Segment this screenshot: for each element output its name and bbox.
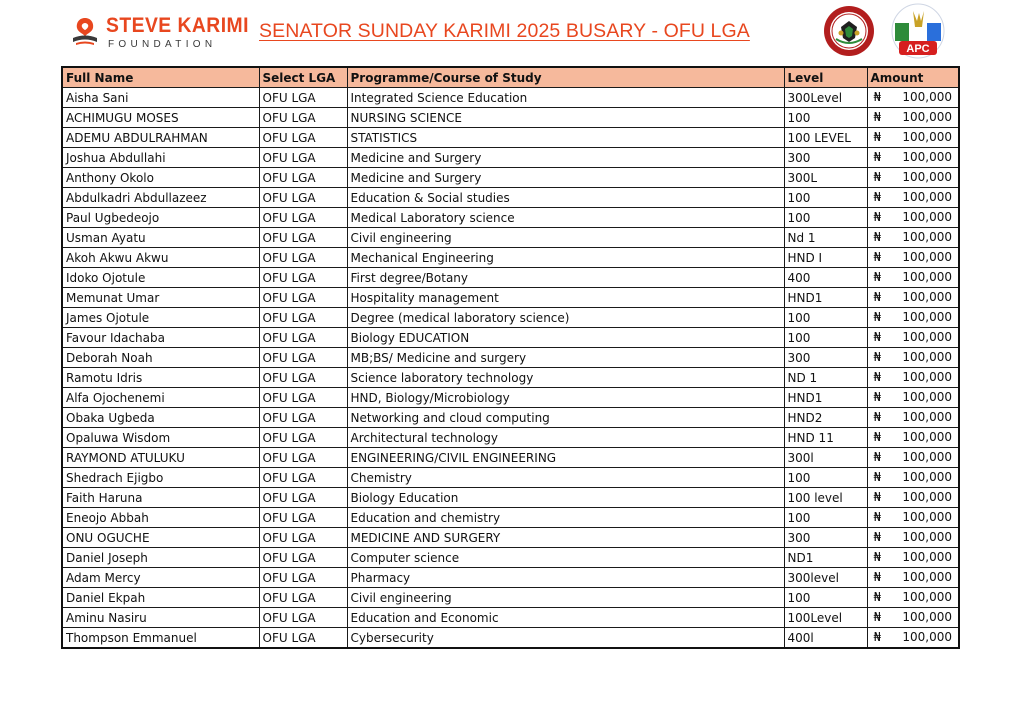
table-row <box>62 88 959 108</box>
currency-symbol: ₦ <box>873 490 882 504</box>
currency-symbol: ₦ <box>873 430 882 444</box>
amount-value: 100,000 <box>902 410 952 424</box>
cell-course: Civil engineering <box>347 228 784 248</box>
table-row <box>62 488 959 508</box>
cell-course: ENGINEERING/CIVIL ENGINEERING <box>347 448 784 468</box>
cell-lga: OFU LGA <box>259 328 347 348</box>
cell-course: STATISTICS <box>347 128 784 148</box>
cell-lga: OFU LGA <box>259 368 347 388</box>
amount-value: 100,000 <box>902 350 952 364</box>
cell-level: HND I <box>784 248 867 268</box>
cell-level: 400 <box>784 268 867 288</box>
cell-amount <box>867 228 959 248</box>
column-header-level: Level <box>784 67 867 88</box>
cell-full-name: Daniel Joseph <box>62 548 259 568</box>
cell-level: 100 <box>784 468 867 488</box>
table-row <box>62 108 959 128</box>
table-row <box>62 368 959 388</box>
cell-full-name: RAYMOND ATULUKU <box>62 448 259 468</box>
cell-lga: OFU LGA <box>259 528 347 548</box>
cell-full-name: Ramotu Idris <box>62 368 259 388</box>
cell-course: Medicine and Surgery <box>347 168 784 188</box>
currency-symbol: ₦ <box>873 310 882 324</box>
amount-value: 100,000 <box>902 290 952 304</box>
amount-value: 100,000 <box>902 170 952 184</box>
amount-value: 100,000 <box>902 570 952 584</box>
currency-symbol: ₦ <box>873 550 882 564</box>
table-row <box>62 208 959 228</box>
table-row <box>62 428 959 448</box>
cell-amount <box>867 588 959 608</box>
table-row <box>62 508 959 528</box>
table-row <box>62 288 959 308</box>
amount-value: 100,000 <box>902 110 952 124</box>
amount-value: 100,000 <box>902 330 952 344</box>
cell-course: Hospitality management <box>347 288 784 308</box>
cell-amount <box>867 448 959 468</box>
cell-course: Cybersecurity <box>347 628 784 649</box>
table-row <box>62 468 959 488</box>
cell-full-name: Usman Ayatu <box>62 228 259 248</box>
cell-level: 100 <box>784 208 867 228</box>
table-row <box>62 268 959 288</box>
cell-full-name: James Ojotule <box>62 308 259 328</box>
cell-full-name: Daniel Ekpah <box>62 588 259 608</box>
table-row <box>62 148 959 168</box>
cell-level: 300Level <box>784 88 867 108</box>
cell-level: HND2 <box>784 408 867 428</box>
cell-level: 100Level <box>784 608 867 628</box>
amount-value: 100,000 <box>902 90 952 104</box>
cell-full-name: ADEMU ABDULRAHMAN <box>62 128 259 148</box>
cell-full-name: Deborah Noah <box>62 348 259 368</box>
currency-symbol: ₦ <box>873 90 882 104</box>
cell-lga: OFU LGA <box>259 508 347 528</box>
currency-symbol: ₦ <box>873 630 882 644</box>
cell-amount <box>867 328 959 348</box>
cell-lga: OFU LGA <box>259 348 347 368</box>
cell-full-name: Shedrach Ejigbo <box>62 468 259 488</box>
foundation-name: STEVE KARIMI <box>106 14 249 37</box>
cell-course: Medical Laboratory science <box>347 208 784 228</box>
cell-lga: OFU LGA <box>259 408 347 428</box>
amount-value: 100,000 <box>902 450 952 464</box>
page-title: SENATOR SUNDAY KARIMI 2025 BUSARY - OFU LGA <box>259 20 750 42</box>
cell-amount <box>867 308 959 328</box>
cell-lga: OFU LGA <box>259 588 347 608</box>
foundation-subtitle: FOUNDATION <box>108 39 217 50</box>
cell-lga: OFU LGA <box>259 188 347 208</box>
cell-course: First degree/Botany <box>347 268 784 288</box>
currency-symbol: ₦ <box>873 190 882 204</box>
currency-symbol: ₦ <box>873 290 882 304</box>
cell-amount <box>867 608 959 628</box>
table-row <box>62 548 959 568</box>
amount-value: 100,000 <box>902 250 952 264</box>
cell-lga: OFU LGA <box>259 468 347 488</box>
cell-amount <box>867 268 959 288</box>
amount-value: 100,000 <box>902 310 952 324</box>
cell-amount <box>867 168 959 188</box>
currency-symbol: ₦ <box>873 610 882 624</box>
cell-level: 100 <box>784 188 867 208</box>
cell-course: Pharmacy <box>347 568 784 588</box>
table-row <box>62 328 959 348</box>
currency-symbol: ₦ <box>873 230 882 244</box>
cell-full-name: Joshua Abdullahi <box>62 148 259 168</box>
cell-full-name: Memunat Umar <box>62 288 259 308</box>
amount-value: 100,000 <box>902 610 952 624</box>
cell-lga: OFU LGA <box>259 228 347 248</box>
cell-lga: OFU LGA <box>259 248 347 268</box>
cell-full-name: Opaluwa Wisdom <box>62 428 259 448</box>
bursary-table <box>61 66 960 649</box>
cell-amount <box>867 468 959 488</box>
cell-level: 100 <box>784 588 867 608</box>
currency-symbol: ₦ <box>873 350 882 364</box>
amount-value: 100,000 <box>902 430 952 444</box>
cell-amount <box>867 108 959 128</box>
cell-lga: OFU LGA <box>259 208 347 228</box>
currency-symbol: ₦ <box>873 570 882 584</box>
cell-full-name: Aisha Sani <box>62 88 259 108</box>
table-row <box>62 608 959 628</box>
currency-symbol: ₦ <box>873 170 882 184</box>
cell-level: 100 LEVEL <box>784 128 867 148</box>
cell-course: Education & Social studies <box>347 188 784 208</box>
cell-level: HND1 <box>784 288 867 308</box>
cell-full-name: Aminu Nasiru <box>62 608 259 628</box>
cell-amount <box>867 88 959 108</box>
cell-full-name: Obaka Ugbeda <box>62 408 259 428</box>
cell-full-name: Thompson Emmanuel <box>62 628 259 649</box>
amount-value: 100,000 <box>902 550 952 564</box>
amount-value: 100,000 <box>902 190 952 204</box>
table-row <box>62 588 959 608</box>
cell-amount <box>867 148 959 168</box>
cell-lga: OFU LGA <box>259 268 347 288</box>
cell-course: Education and Economic <box>347 608 784 628</box>
currency-symbol: ₦ <box>873 330 882 344</box>
cell-full-name: Faith Haruna <box>62 488 259 508</box>
cell-course: Architectural technology <box>347 428 784 448</box>
table-row <box>62 628 959 649</box>
cell-level: 300 <box>784 148 867 168</box>
cell-course: Education and chemistry <box>347 508 784 528</box>
cell-lga: OFU LGA <box>259 568 347 588</box>
cell-full-name: Idoko Ojotule <box>62 268 259 288</box>
cell-amount <box>867 188 959 208</box>
cell-full-name: Adam Mercy <box>62 568 259 588</box>
cell-level: 400l <box>784 628 867 649</box>
cell-course: Computer science <box>347 548 784 568</box>
cell-lga: OFU LGA <box>259 168 347 188</box>
currency-symbol: ₦ <box>873 110 882 124</box>
amount-value: 100,000 <box>902 530 952 544</box>
cell-amount <box>867 508 959 528</box>
currency-symbol: ₦ <box>873 210 882 224</box>
cell-lga: OFU LGA <box>259 288 347 308</box>
cell-amount <box>867 488 959 508</box>
cell-amount <box>867 248 959 268</box>
document-header <box>0 0 1024 62</box>
cell-lga: OFU LGA <box>259 608 347 628</box>
table-row <box>62 228 959 248</box>
currency-symbol: ₦ <box>873 530 882 544</box>
currency-symbol: ₦ <box>873 370 882 384</box>
cell-level: 300 <box>784 348 867 368</box>
cell-course: Chemistry <box>347 468 784 488</box>
table-row <box>62 168 959 188</box>
table-row <box>62 528 959 548</box>
cell-lga: OFU LGA <box>259 388 347 408</box>
cell-course: Networking and cloud computing <box>347 408 784 428</box>
currency-symbol: ₦ <box>873 590 882 604</box>
currency-symbol: ₦ <box>873 450 882 464</box>
cell-full-name: Alfa Ojochenemi <box>62 388 259 408</box>
cell-level: 100 <box>784 108 867 128</box>
amount-value: 100,000 <box>902 230 952 244</box>
cell-course: Science laboratory technology <box>347 368 784 388</box>
column-header-full-name: Full Name <box>62 67 259 88</box>
currency-symbol: ₦ <box>873 470 882 484</box>
cell-lga: OFU LGA <box>259 428 347 448</box>
table-row <box>62 348 959 368</box>
amount-value: 100,000 <box>902 150 952 164</box>
cell-amount <box>867 528 959 548</box>
cell-level: HND1 <box>784 388 867 408</box>
cell-level: ND1 <box>784 548 867 568</box>
cell-lga: OFU LGA <box>259 148 347 168</box>
column-header-course: Programme/Course of Study <box>347 67 784 88</box>
cell-amount <box>867 568 959 588</box>
cell-full-name: ONU OGUCHE <box>62 528 259 548</box>
cell-amount <box>867 348 959 368</box>
cell-level: 300L <box>784 168 867 188</box>
cell-lga: OFU LGA <box>259 88 347 108</box>
cell-full-name: Paul Ugbedeojo <box>62 208 259 228</box>
cell-level: 100 level <box>784 488 867 508</box>
table-row <box>62 408 959 428</box>
foundation-logo-icon <box>68 14 102 48</box>
cell-full-name: Akoh Akwu Akwu <box>62 248 259 268</box>
cell-lga: OFU LGA <box>259 488 347 508</box>
cell-amount <box>867 548 959 568</box>
cell-lga: OFU LGA <box>259 628 347 649</box>
cell-course: MEDICINE AND SURGERY <box>347 528 784 548</box>
cell-amount <box>867 428 959 448</box>
table-row <box>62 248 959 268</box>
cell-level: 300level <box>784 568 867 588</box>
amount-value: 100,000 <box>902 590 952 604</box>
cell-full-name: Eneojo Abbah <box>62 508 259 528</box>
amount-value: 100,000 <box>902 510 952 524</box>
currency-symbol: ₦ <box>873 270 882 284</box>
cell-amount <box>867 128 959 148</box>
cell-course: Biology EDUCATION <box>347 328 784 348</box>
cell-level: HND 11 <box>784 428 867 448</box>
amount-value: 100,000 <box>902 130 952 144</box>
cell-amount <box>867 408 959 428</box>
table-row <box>62 388 959 408</box>
amount-value: 100,000 <box>902 370 952 384</box>
currency-symbol: ₦ <box>873 510 882 524</box>
cell-full-name: ACHIMUGU MOSES <box>62 108 259 128</box>
party-logo-text: APC <box>906 43 930 55</box>
currency-symbol: ₦ <box>873 150 882 164</box>
cell-course: HND, Biology/Microbiology <box>347 388 784 408</box>
cell-course: Medicine and Surgery <box>347 148 784 168</box>
currency-symbol: ₦ <box>873 130 882 144</box>
table-row <box>62 188 959 208</box>
cell-amount <box>867 628 959 649</box>
cell-full-name: Anthony Okolo <box>62 168 259 188</box>
cell-course: MB;BS/ Medicine and surgery <box>347 348 784 368</box>
amount-value: 100,000 <box>902 630 952 644</box>
currency-symbol: ₦ <box>873 250 882 264</box>
currency-symbol: ₦ <box>873 390 882 404</box>
cell-level: 300 <box>784 528 867 548</box>
cell-lga: OFU LGA <box>259 448 347 468</box>
column-header-amount: Amount <box>867 67 959 88</box>
cell-level: ND 1 <box>784 368 867 388</box>
cell-lga: OFU LGA <box>259 128 347 148</box>
senate-seal-icon <box>823 5 875 57</box>
table-row <box>62 128 959 148</box>
cell-course: Biology Education <box>347 488 784 508</box>
cell-full-name: Favour Idachaba <box>62 328 259 348</box>
cell-course: Integrated Science Education <box>347 88 784 108</box>
cell-course: Civil engineering <box>347 588 784 608</box>
amount-value: 100,000 <box>902 470 952 484</box>
table-body <box>62 88 959 649</box>
amount-value: 100,000 <box>902 490 952 504</box>
cell-level: 300l <box>784 448 867 468</box>
table-header-row <box>62 67 959 88</box>
foundation-logo <box>68 12 249 52</box>
cell-level: Nd 1 <box>784 228 867 248</box>
cell-lga: OFU LGA <box>259 308 347 328</box>
cell-amount <box>867 388 959 408</box>
cell-amount <box>867 288 959 308</box>
cell-level: 100 <box>784 508 867 528</box>
cell-level: 100 <box>784 308 867 328</box>
cell-course: Degree (medical laboratory science) <box>347 308 784 328</box>
cell-lga: OFU LGA <box>259 108 347 128</box>
table-row <box>62 448 959 468</box>
table-row <box>62 568 959 588</box>
amount-value: 100,000 <box>902 210 952 224</box>
currency-symbol: ₦ <box>873 410 882 424</box>
cell-course: Mechanical Engineering <box>347 248 784 268</box>
column-header-lga: Select LGA <box>259 67 347 88</box>
cell-course: NURSING SCIENCE <box>347 108 784 128</box>
cell-full-name: Abdulkadri Abdullazeez <box>62 188 259 208</box>
cell-level: 100 <box>784 328 867 348</box>
cell-amount <box>867 208 959 228</box>
amount-value: 100,000 <box>902 270 952 284</box>
cell-amount <box>867 368 959 388</box>
table-row <box>62 308 959 328</box>
cell-lga: OFU LGA <box>259 548 347 568</box>
party-logo-icon <box>891 3 945 59</box>
amount-value: 100,000 <box>902 390 952 404</box>
